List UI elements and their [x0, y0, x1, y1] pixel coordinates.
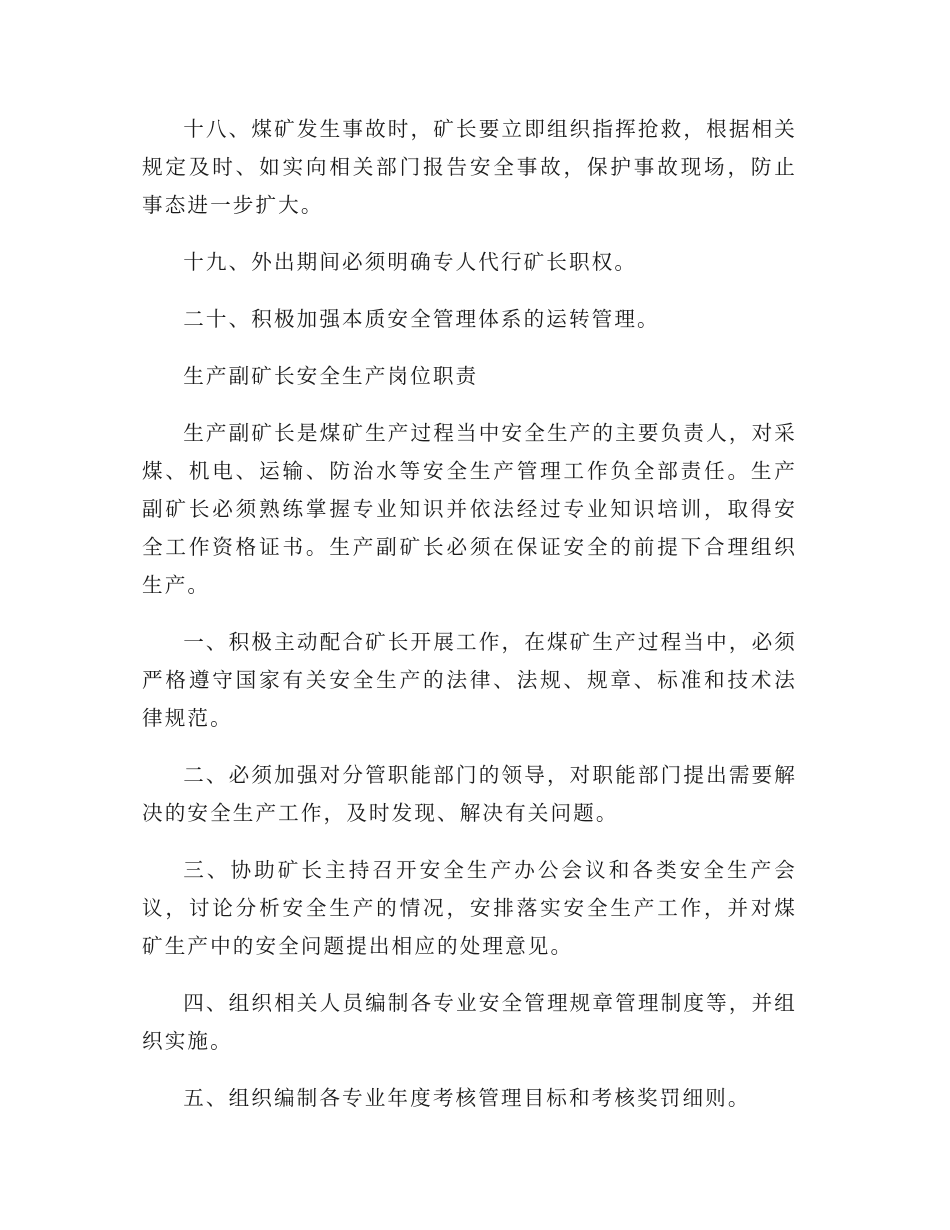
duty-item-3: 三、协助矿长主持召开安全生产办公会议和各类安全生产会议，讨论分析安全生产的情况，安排落实安全生产工作，并对煤矿生产中的安全问题提出相应的处理意见。 [142, 858, 797, 958]
paragraph-item-20: 二十、积极加强本质安全管理体系的运转管理。 [183, 307, 660, 331]
paragraph-item-18: 十八、煤矿发生事故时，矿长要立即组织指挥抢救，根据相关规定及时、如实向相关部门报告安全事故，保护事故现场，防止事态进一步扩大。 [142, 117, 797, 217]
section-heading: 生产副矿长安全生产岗位职责 [183, 364, 479, 388]
section-intro-paragraph: 生产副矿长是煤矿生产过程当中安全生产的主要负责人，对采煤、机电、运输、防治水等安全生产管理工作负全部责任。生产副矿长必须熟练掌握专业知识并依法经过专业知识培训，取得安全工作资格证书。生产副矿长必须在保证安全的前提下合理组织生产。 [142, 421, 797, 597]
duty-item-1: 一、积极主动配合矿长开展工作，在煤矿生产过程当中，必须严格遵守国家有关安全生产的法律、法规、规章、标准和技术法律规范。 [142, 630, 797, 730]
duty-item-5: 五、组织编制各专业年度考核管理目标和考核奖罚细则。 [183, 1086, 751, 1110]
duty-item-4: 四、组织相关人员编制各专业安全管理规章管理制度等，并组织实施。 [142, 991, 797, 1053]
paragraph-item-19: 十九、外出期间必须明确专人代行矿长职权。 [183, 250, 638, 274]
duty-item-2: 二、必须加强对分管职能部门的领导，对职能部门提出需要解决的安全生产工作，及时发现、解决有关问题。 [142, 763, 797, 825]
document-page [142, 110, 797, 1136]
